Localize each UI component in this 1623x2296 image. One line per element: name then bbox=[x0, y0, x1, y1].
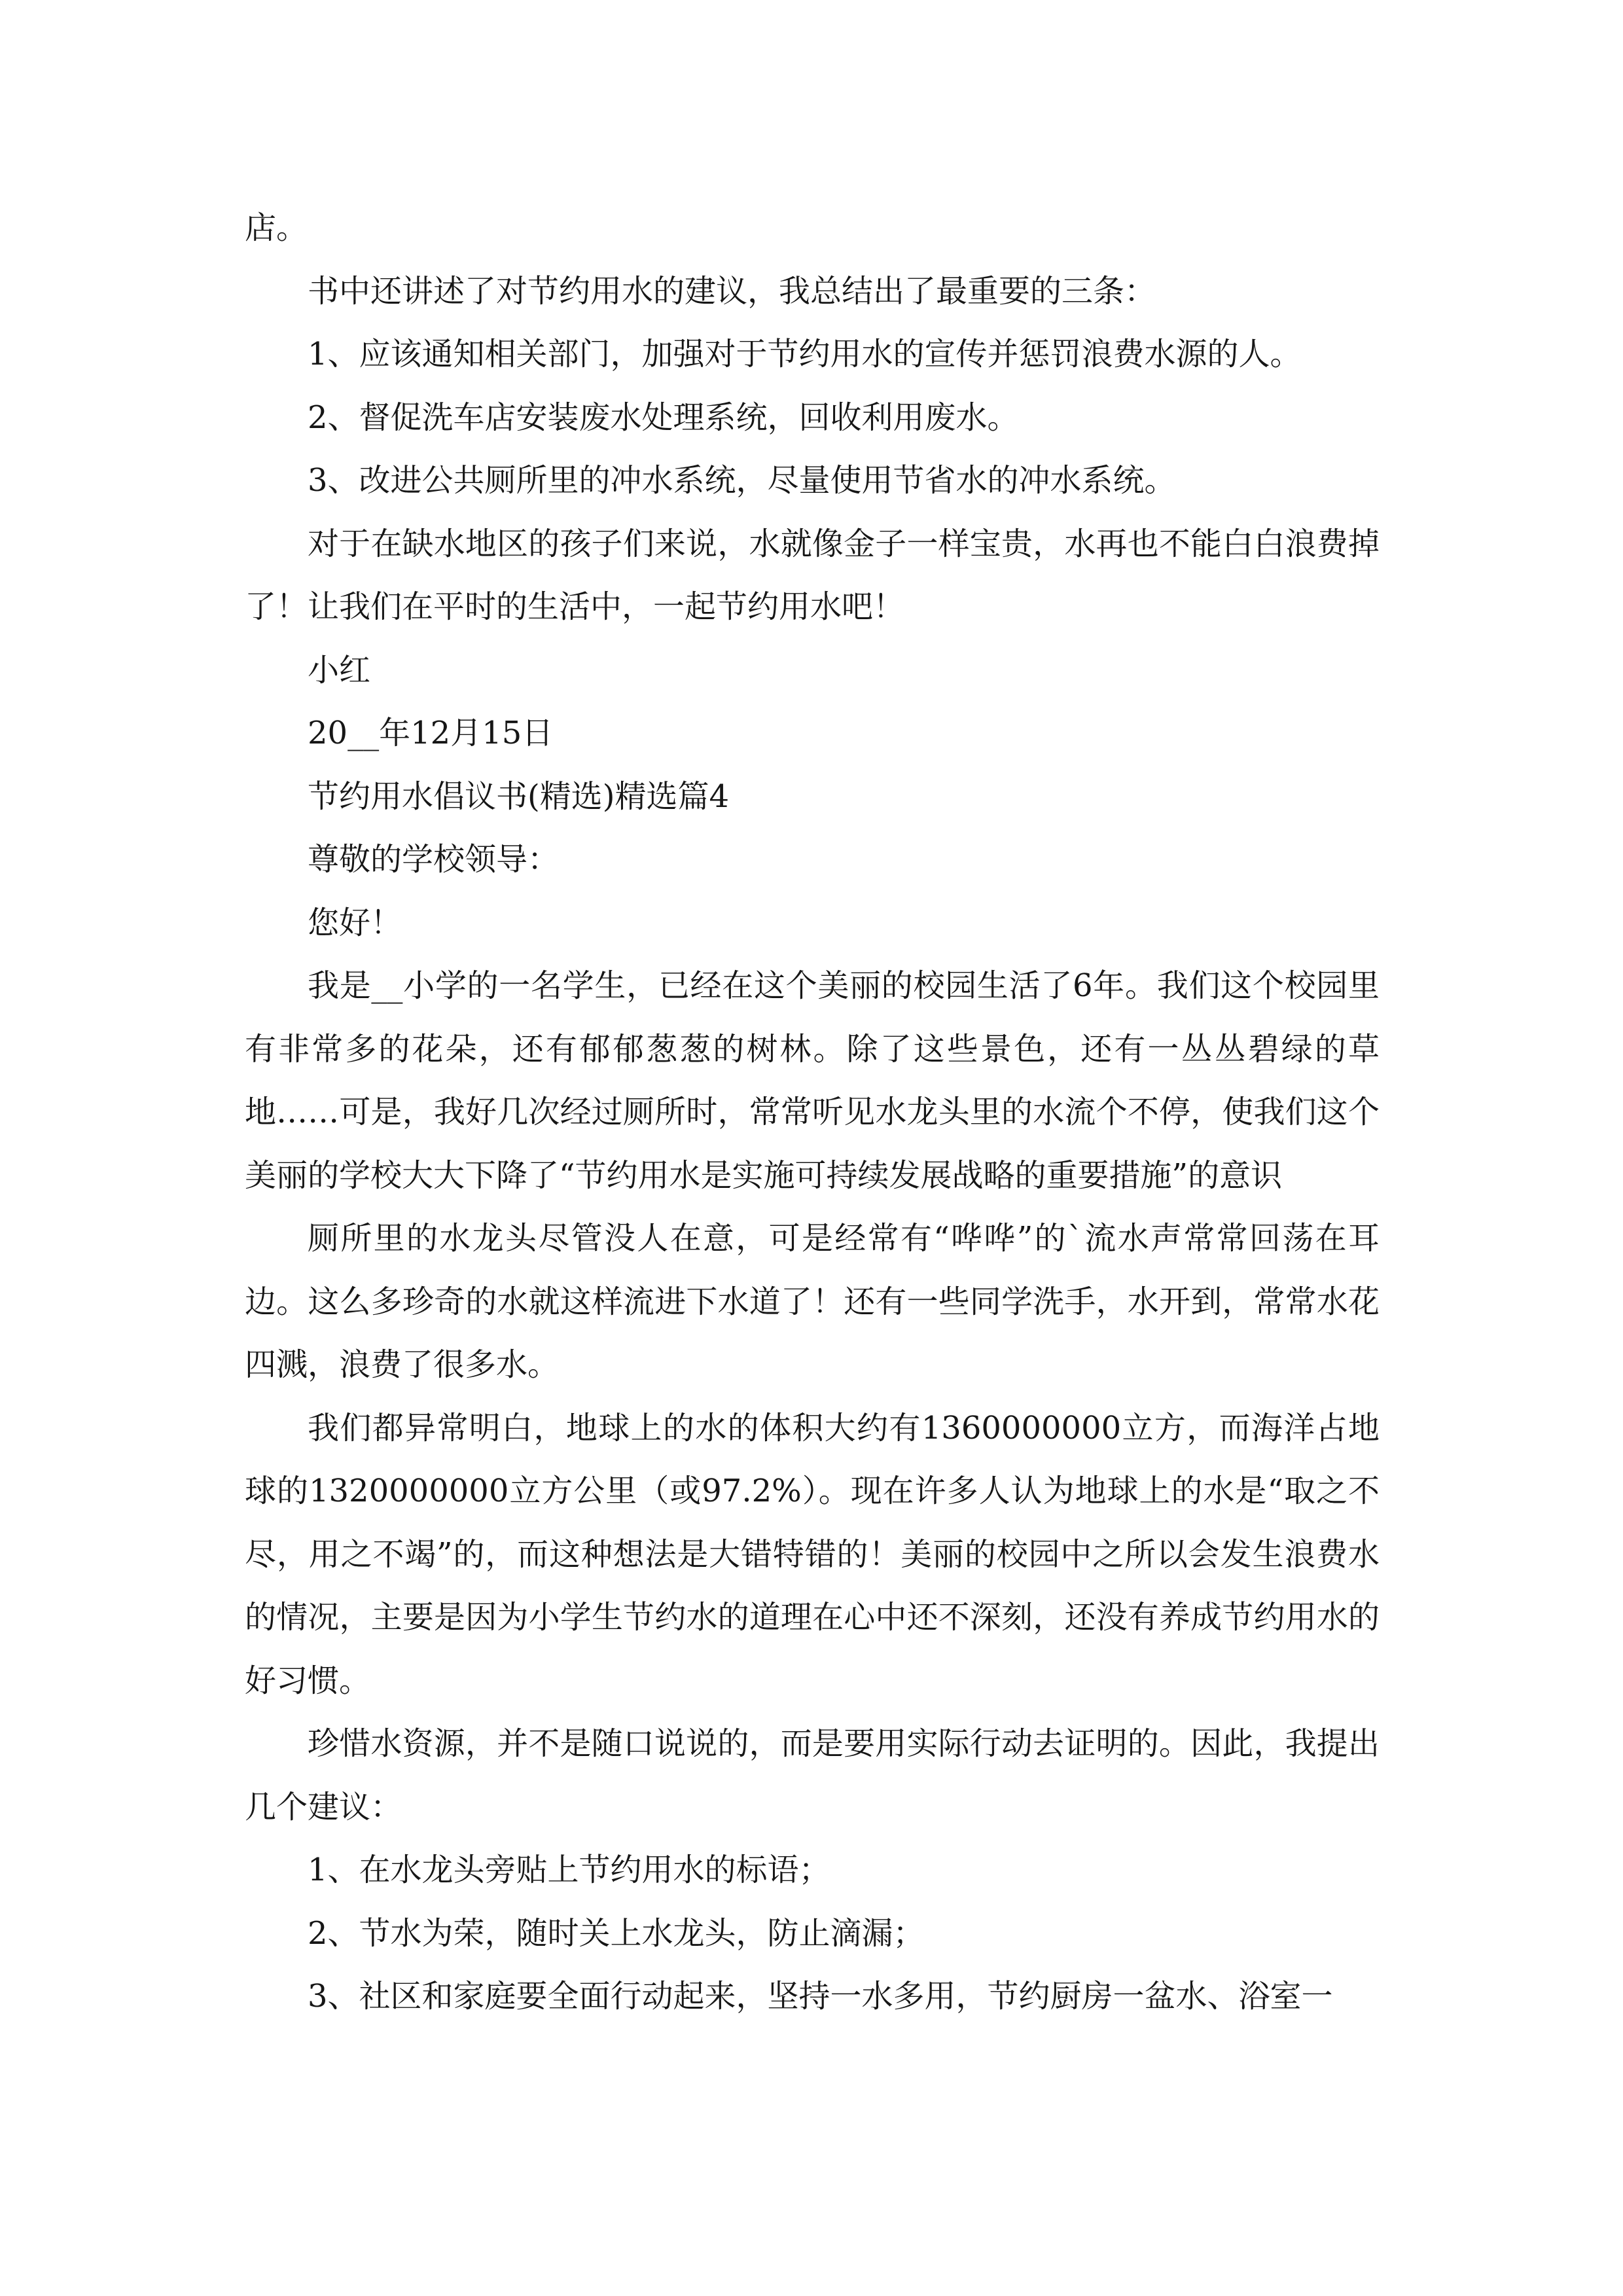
paragraph: 我是__小学的一名学生，已经在这个美丽的校园生活了6年。我们这个校园里有非常多的花朵，还有郁郁葱葱的树林。除了这些景色，还有一丛丛碧绿的草地……可是，我好几次经过厕所时，常常听见水龙头里的水流个不停，使我们这个美丽的学校大大下降了“节约用水是实施可持续发展战略的重要措施”的意识 bbox=[245, 967, 1380, 1194]
list-item: 1、应该通知相关部门，加强对于节约用水的宣传并惩罚浪费水源的人。 bbox=[308, 336, 1302, 372]
paragraph: 书中还讲述了对节约用水的建议，我总结出了最重要的三条： bbox=[308, 272, 1156, 310]
list-item: 3、改进公共厕所里的冲水系统，尽量使用节省水的冲水系统。 bbox=[308, 462, 1176, 499]
document-body bbox=[245, 196, 1380, 2028]
list-item: 2、节水为荣，随时关上水龙头，防止滴漏； bbox=[308, 1914, 925, 1952]
paragraph: 珍惜水资源，并不是随口说说的，而是要用实际行动去证明的。因此，我提出几个建议： bbox=[245, 1725, 1380, 1825]
list-item: 1、在水龙头旁贴上节约用水的标语； bbox=[308, 1852, 830, 1888]
paragraph: 店。 bbox=[245, 209, 308, 246]
section-title: 节约用水倡议书(精选)精选篇4 bbox=[308, 778, 729, 815]
salutation: 尊敬的学校领导： bbox=[308, 841, 560, 878]
signature-name: 小红 bbox=[308, 651, 371, 689]
paragraph: 厕所里的水龙头尽管没人在意，可是经常有“哗哗”的`流水声常常回荡在耳边。这么多珍奇的水就这样流进下水道了！还有一些同学洗手，水开到，常常水花四溅，浪费了很多水。 bbox=[245, 1220, 1380, 1383]
list-item: 3、社区和家庭要全面行动起来，坚持一水多用，节约厨房一盆水、浴室一 bbox=[308, 1978, 1333, 2015]
paragraph: 对于在缺水地区的孩子们来说，水就像金子一样宝贵，水再也不能白白浪费掉了！让我们在平时的生活中，一起节约用水吧！ bbox=[245, 525, 1380, 625]
date-line: 20__年12月15日 bbox=[308, 715, 554, 751]
paragraph: 我们都异常明白，地球上的水的体积大约有1360000000立方，而海洋占地球的1320000000立方公里（或97.2%）。现在许多人认为地球上的水是“取之不尽，用之不竭”的，而这种想法是大错特错的！美丽的校园中之所以会发生浪费水的情况，主要是因为小学生节约水的道理在心中还不深刻，还没有养成节约用水的好习惯。 bbox=[245, 1409, 1380, 1699]
greeting: 您好！ bbox=[308, 904, 402, 941]
list-item: 2、督促洗车店安装废水处理系统，回收利用废水。 bbox=[308, 399, 1019, 436]
